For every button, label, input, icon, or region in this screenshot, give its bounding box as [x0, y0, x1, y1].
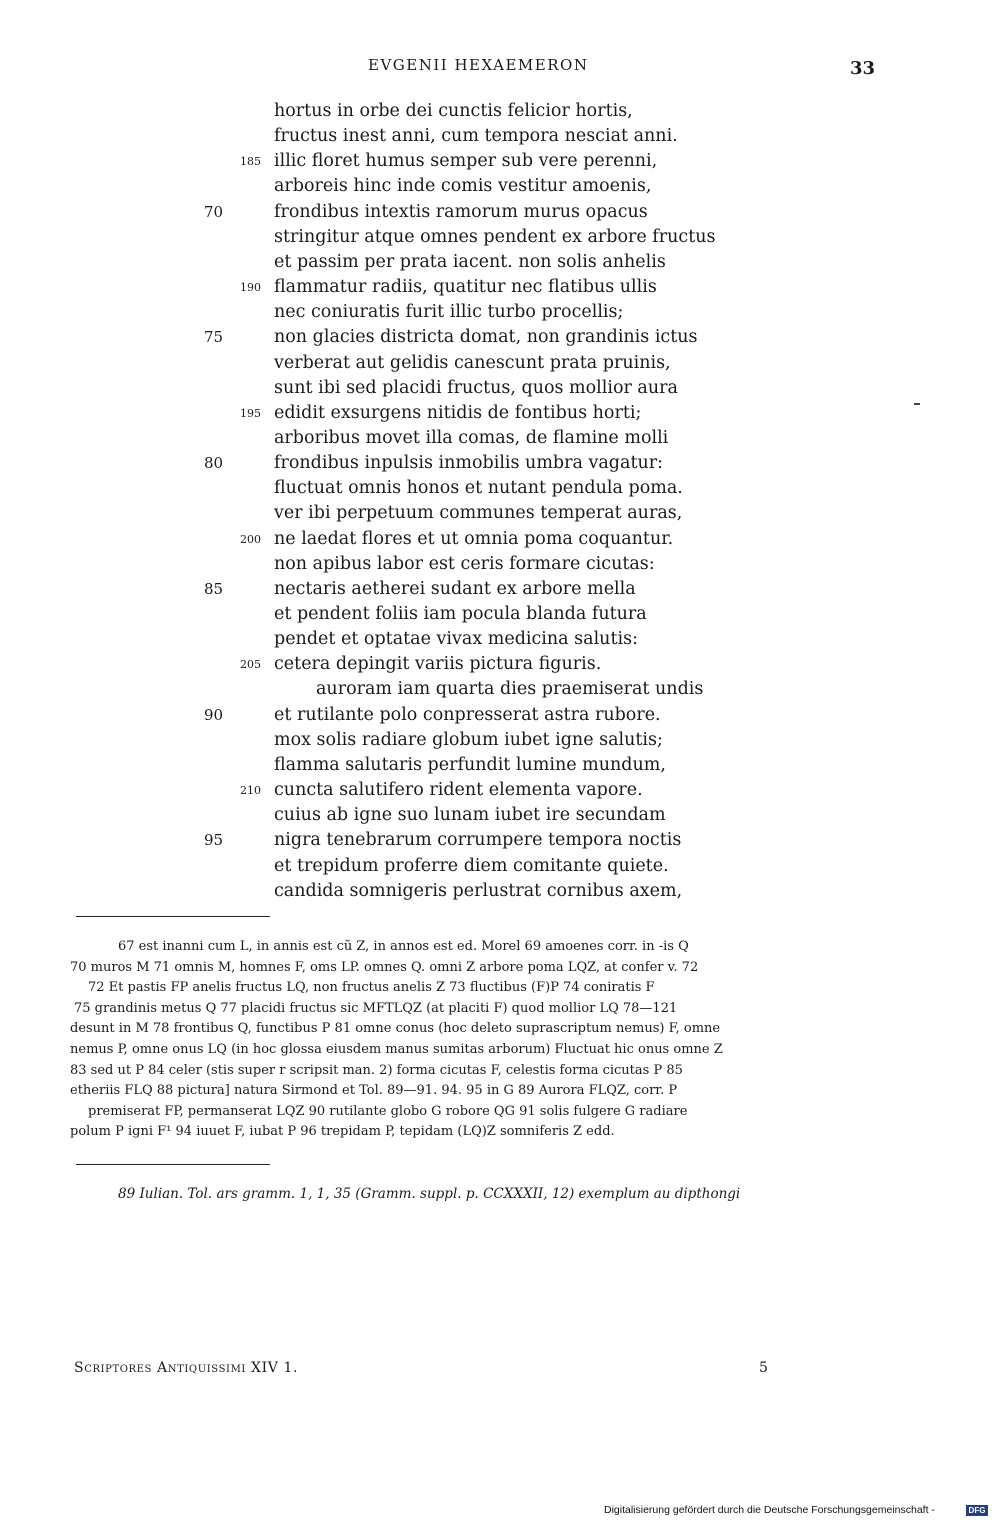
apparatus-line: etheriis FLQ 88 pictura] natura Sirmond et Tol. 89—91. 94. 95 in G 89 Aurora FLQZ, corr. P [70, 1083, 678, 1099]
global-line-number: 210 [240, 784, 261, 798]
page-number: 33 [850, 58, 876, 79]
line-number: 95 [204, 831, 224, 850]
verse-line: frondibus intextis ramorum murus opacus [274, 201, 648, 222]
verse-line: non glacies districta domat, non grandinis ictus [274, 327, 698, 348]
global-line-number: 190 [240, 281, 261, 295]
apparatus-line: 72 Et pastis FP anelis fructus LQ, non fructus anelis Z 73 fluctibus (F)P 74 coniratis F [88, 980, 655, 996]
global-line-number: 205 [240, 658, 261, 672]
verse-line: ver ibi perpetuum communes temperat auras, [274, 503, 683, 524]
apparatus-line: 70 muros M 71 omnis M, homnes F, oms LP. omnes Q. omni Z arbore poma LQZ, at confer v. 72 [70, 959, 699, 975]
verse-line: nectaris aetherei sudant ex arbore mella [274, 578, 636, 599]
line-number: 90 [204, 705, 224, 724]
verse-line: stringitur atque omnes pendent ex arbore fructus [274, 226, 716, 247]
line-number: 80 [204, 454, 224, 473]
footnote-rule [76, 916, 270, 917]
verse-line: sunt ibi sed placidi fructus, quos mollior aura [274, 377, 678, 398]
volume-signature: Scriptores Antiquissimi XIV 1. [74, 1360, 299, 1376]
verse-line: edidit exsurgens nitidis de fontibus horti; [274, 402, 642, 423]
verse-line: mox solis radiare globum iubet igne salutis; [274, 729, 663, 750]
dfg-logo: DFG [966, 1505, 988, 1516]
verse-line: cuius ab igne suo lunam iubet ire secundam [274, 805, 666, 826]
verse-line: arboribus movet illa comas, de flamine molli [274, 427, 669, 448]
verse-line: pendet et optatae vivax medicina salutis: [274, 629, 638, 650]
apparatus-line: nemus P, omne onus LQ (in hoc glossa eiusdem manus sumitas arborum) Fluctuat hic onus omne Z [70, 1041, 723, 1057]
signature-number: 5 [759, 1360, 768, 1376]
source-rule [76, 1164, 270, 1165]
running-head-title: EVGENII HEXAEMERON [368, 56, 589, 74]
verse-line: fluctuat omnis honos et nutant pendula poma. [274, 478, 683, 499]
verse-line: et trepidum proferre diem comitante quiete. [274, 855, 669, 876]
verse-line: nigra tenebrarum corrumpere tempora noctis [274, 830, 682, 851]
verse-line: illic floret humus semper sub vere perenni, [274, 151, 658, 172]
line-number: 75 [204, 328, 224, 347]
verse-line: verberat aut gelidis canescunt prata pruinis, [274, 352, 671, 373]
verse-line: fructus inest anni, cum tempora nesciat anni. [274, 126, 678, 147]
line-number: 85 [204, 579, 224, 598]
verse-line: auroram iam quarta dies praemiserat undis [316, 679, 704, 700]
apparatus-line: desunt in M 78 frontibus Q, functibus P 81 omne conus (hoc deleto suprascriptum nemus) F, omne [70, 1021, 721, 1037]
verse-line: cuncta salutifero rident elementa vapore. [274, 780, 643, 801]
apparatus-line: polum P igni F¹ 94 iuuet F, iubat P 96 trepidam P, tepidam (LQ)Z somniferis Z edd. [70, 1124, 615, 1140]
apparatus-line: 83 sed ut P 84 celer (stis super r scripsit man. 2) forma cicutas F, celestis forma cicutas P 85 [70, 1062, 683, 1078]
verse-line: ne laedat flores et ut omnia poma coquantur. [274, 528, 674, 549]
verse-line: arboreis hinc inde comis vestitur amoenis, [274, 176, 652, 197]
verse-line: cetera depingit variis pictura figuris. [274, 654, 602, 675]
verse-line: frondibus inpulsis inmobilis umbra vagatur: [274, 453, 664, 474]
funding-note: Digitalisierung gefördert durch die Deutsche Forschungsgemeinschaft - [604, 1504, 935, 1516]
margin-mark [914, 403, 920, 405]
verse-line: et passim per prata iacent. non solis anhelis [274, 251, 666, 272]
verse-line: non apibus labor est ceris formare cicutas: [274, 553, 655, 574]
verse-line: nec coniuratis furit illic turbo procellis; [274, 302, 624, 323]
source-reference-note: 89 Iulian. Tol. ars gramm. 1, 1, 35 (Gramm. suppl. p. CCXXXII, 12) exemplum au dipthongi [118, 1186, 741, 1202]
critical-apparatus [70, 937, 870, 1143]
global-line-number: 185 [240, 155, 261, 169]
verse-line: candida somnigeris perlustrat cornibus axem, [274, 880, 683, 901]
global-line-number: 200 [240, 532, 261, 546]
line-number: 70 [204, 202, 224, 221]
verse-line: flammatur radiis, quatitur nec flatibus ullis [274, 277, 657, 298]
apparatus-line: premiserat FP, permanserat LQZ 90 rutilante globo G robore QG 91 solis fulgere G radiare [88, 1103, 688, 1119]
apparatus-line: 75 grandinis metus Q 77 placidi fructus sic MFTLQZ (at placiti F) quod mollior LQ 78—121 [74, 1000, 678, 1016]
verse-line: hortus in orbe dei cunctis felicior hortis, [274, 101, 633, 121]
verse-line: flamma salutaris perfundit lumine mundum, [274, 754, 666, 775]
verse-line: et rutilante polo conpresserat astra rubore. [274, 704, 661, 725]
apparatus-line: 67 est inanni cum L, in annis est cũ Z, in annos est ed. Morel 69 amoenes corr. in -is Q [118, 939, 689, 954]
verse-line: et pendent foliis iam pocula blanda futura [274, 604, 647, 624]
global-line-number: 195 [240, 406, 261, 420]
